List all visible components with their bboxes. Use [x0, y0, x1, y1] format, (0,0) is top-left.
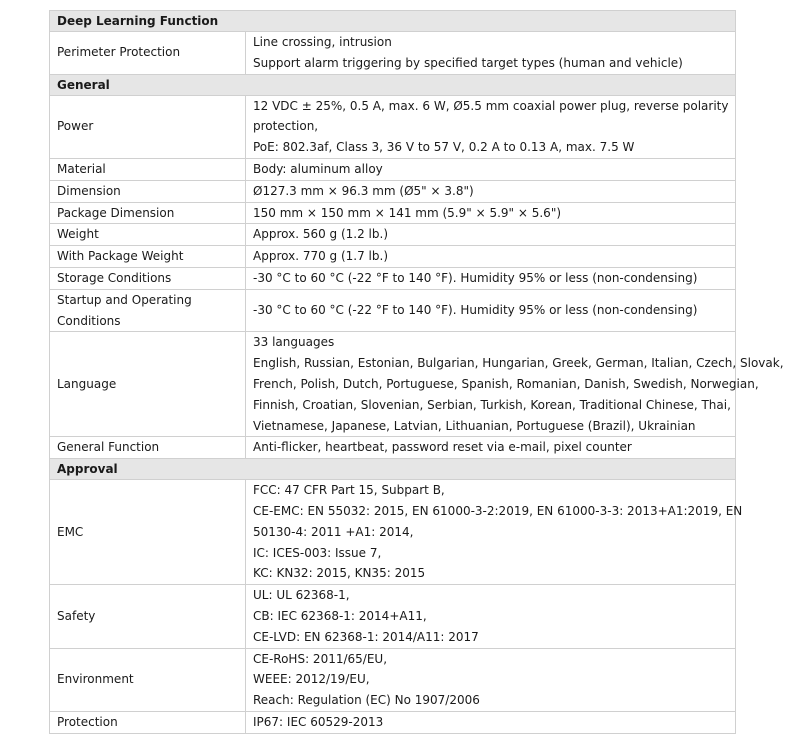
- spec-value-line: French, Polish, Dutch, Portuguese, Spanish, Romanian, Danish, Swedish, Norwegian,: [253, 376, 759, 391]
- spec-value: [246, 95, 736, 158]
- section-title: Approval: [50, 459, 736, 480]
- section-header-general: [50, 74, 736, 95]
- spec-value-line: Support alarm triggering by specified target types (human and vehicle): [253, 55, 683, 70]
- spec-row: [50, 158, 736, 180]
- spec-row: [50, 224, 736, 246]
- spec-label: [50, 180, 246, 202]
- spec-label: [50, 480, 246, 585]
- spec-value-line: 33 languages: [253, 335, 335, 350]
- spec-label-line: Power: [57, 119, 94, 134]
- spec-value-line: UL: UL 62368-1,: [253, 588, 350, 603]
- spec-label: [50, 711, 246, 733]
- spec-table-body: [50, 11, 784, 734]
- spec-row: [50, 180, 736, 202]
- spec-row: [50, 711, 736, 733]
- spec-label: [50, 95, 246, 158]
- spec-row: [50, 32, 736, 75]
- spec-value-line: Approx. 770 g (1.7 lb.): [253, 249, 388, 264]
- spec-label-line: Startup and Operating: [57, 292, 192, 307]
- spec-label-line: With Package Weight: [57, 249, 184, 264]
- spec-value: [246, 648, 736, 711]
- spec-value-line: Approx. 560 g (1.2 lb.): [253, 227, 388, 242]
- spec-value: [246, 585, 736, 648]
- spec-value: [246, 224, 736, 246]
- spec-value-line: -30 °C to 60 °C (-22 °F to 140 °F). Humidity 95% or less (non-condensing): [253, 270, 698, 285]
- spec-label: [50, 585, 246, 648]
- spec-label-line: EMC: [57, 524, 84, 539]
- spec-row: [50, 202, 736, 224]
- spec-value-line: PoE: 802.3af, Class 3, 36 V to 57 V, 0.2 A to 0.13 A, max. 7.5 W: [253, 140, 635, 155]
- spec-value: [246, 480, 743, 585]
- section-header-approval: [50, 459, 736, 480]
- spec-row: [50, 246, 736, 268]
- spec-value-line: Line crossing, intrusion: [253, 35, 392, 49]
- spec-value-line: 50130-4: 2011 +A1: 2014,: [253, 524, 414, 539]
- spec-value-line: Finnish, Croatian, Slovenian, Serbian, Turkish, Korean, Traditional Chinese, Thai,: [253, 397, 731, 412]
- spec-row: [50, 332, 736, 437]
- spec-label: [50, 437, 246, 459]
- spec-label-line: Perimeter Protection: [57, 45, 181, 60]
- spec-row: [50, 648, 736, 711]
- spec-value-line: protection,: [253, 119, 319, 134]
- spec-value-line: 12 VDC ± 25%, 0.5 A, max. 6 W, Ø5.5 mm coaxial power plug, reverse polarity: [253, 98, 729, 113]
- spec-value: [246, 267, 736, 289]
- section-title: General: [50, 74, 736, 95]
- spec-label-line: Language: [57, 376, 117, 391]
- spec-label: [50, 332, 246, 437]
- spec-value-line: FCC: 47 CFR Part 15, Subpart B,: [253, 483, 445, 498]
- spec-value: [246, 289, 736, 332]
- spec-label: [50, 267, 246, 289]
- spec-value-line: IP67: IEC 60529-2013: [253, 714, 384, 729]
- spec-row: [50, 267, 736, 289]
- spec-row: [50, 585, 736, 648]
- spec-label: [50, 32, 246, 75]
- spec-row: [50, 480, 736, 585]
- spec-value-line: CB: IEC 62368-1: 2014+A11,: [253, 608, 427, 623]
- spec-value: [246, 32, 736, 75]
- spec-label-line: Weight: [57, 227, 99, 242]
- spec-value: [246, 711, 736, 733]
- spec-value-line: KC: KN32: 2015, KN35: 2015: [253, 566, 426, 581]
- spec-label-line: Safety: [57, 608, 96, 623]
- spec-value-line: CE-LVD: EN 62368-1: 2014/A11: 2017: [253, 629, 479, 644]
- spec-value: [246, 332, 784, 437]
- spec-label: [50, 158, 246, 180]
- spec-label: [50, 202, 246, 224]
- spec-value-line: CE-EMC: EN 55032: 2015, EN 61000-3-2:2019, EN 61000-3-3: 2013+A1:2019, EN: [253, 503, 743, 518]
- spec-value: [246, 202, 736, 224]
- spec-value-line: 150 mm × 150 mm × 141 mm (5.9" × 5.9" × 5.6"): [253, 205, 562, 220]
- section-header-deep-learning-function: [50, 11, 736, 32]
- spec-label-line: Package Dimension: [57, 205, 175, 220]
- spec-label-line: Material: [57, 161, 106, 176]
- spec-label: [50, 246, 246, 268]
- spec-label-line: General Function: [57, 440, 160, 455]
- spec-value: [246, 158, 736, 180]
- spec-row: [50, 437, 736, 459]
- spec-value-line: Ø127.3 mm × 96.3 mm (Ø5" × 3.8"): [253, 183, 474, 198]
- spec-value-line: Anti-flicker, heartbeat, password reset via e-mail, pixel counter: [253, 440, 632, 455]
- spec-value-line: Body: aluminum alloy: [253, 161, 383, 176]
- spec-value-line: English, Russian, Estonian, Bulgarian, Hungarian, Greek, German, Italian, Czech, Slovak,: [253, 356, 784, 371]
- spec-row: [50, 289, 736, 332]
- spec-value: [246, 246, 736, 268]
- spec-label-line: Conditions: [57, 313, 121, 328]
- spec-label-line: Environment: [57, 672, 134, 687]
- spec-label-line: Protection: [57, 714, 118, 729]
- spec-row: [50, 95, 736, 158]
- spec-label-line: Dimension: [57, 183, 121, 198]
- spec-value-line: -30 °C to 60 °C (-22 °F to 140 °F). Humidity 95% or less (non-condensing): [253, 303, 698, 318]
- section-title: Deep Learning Function: [50, 11, 736, 32]
- spec-value-line: Vietnamese, Japanese, Latvian, Lithuanian, Portuguese (Brazil), Ukrainian: [253, 418, 696, 433]
- spec-value-line: WEEE: 2012/19/EU,: [253, 672, 370, 687]
- spec-value: [246, 180, 736, 202]
- spec-label-line: Storage Conditions: [57, 270, 172, 285]
- spec-value-line: CE-RoHS: 2011/65/EU,: [253, 651, 388, 666]
- spec-value-line: IC: ICES-003: Issue 7,: [253, 545, 382, 560]
- spec-label: [50, 224, 246, 246]
- spec-value: [246, 437, 736, 459]
- spec-label: [50, 289, 246, 332]
- spec-value-line: Reach: Regulation (EC) No 1907/2006: [253, 693, 480, 708]
- spec-table: [49, 10, 784, 734]
- spec-label: [50, 648, 246, 711]
